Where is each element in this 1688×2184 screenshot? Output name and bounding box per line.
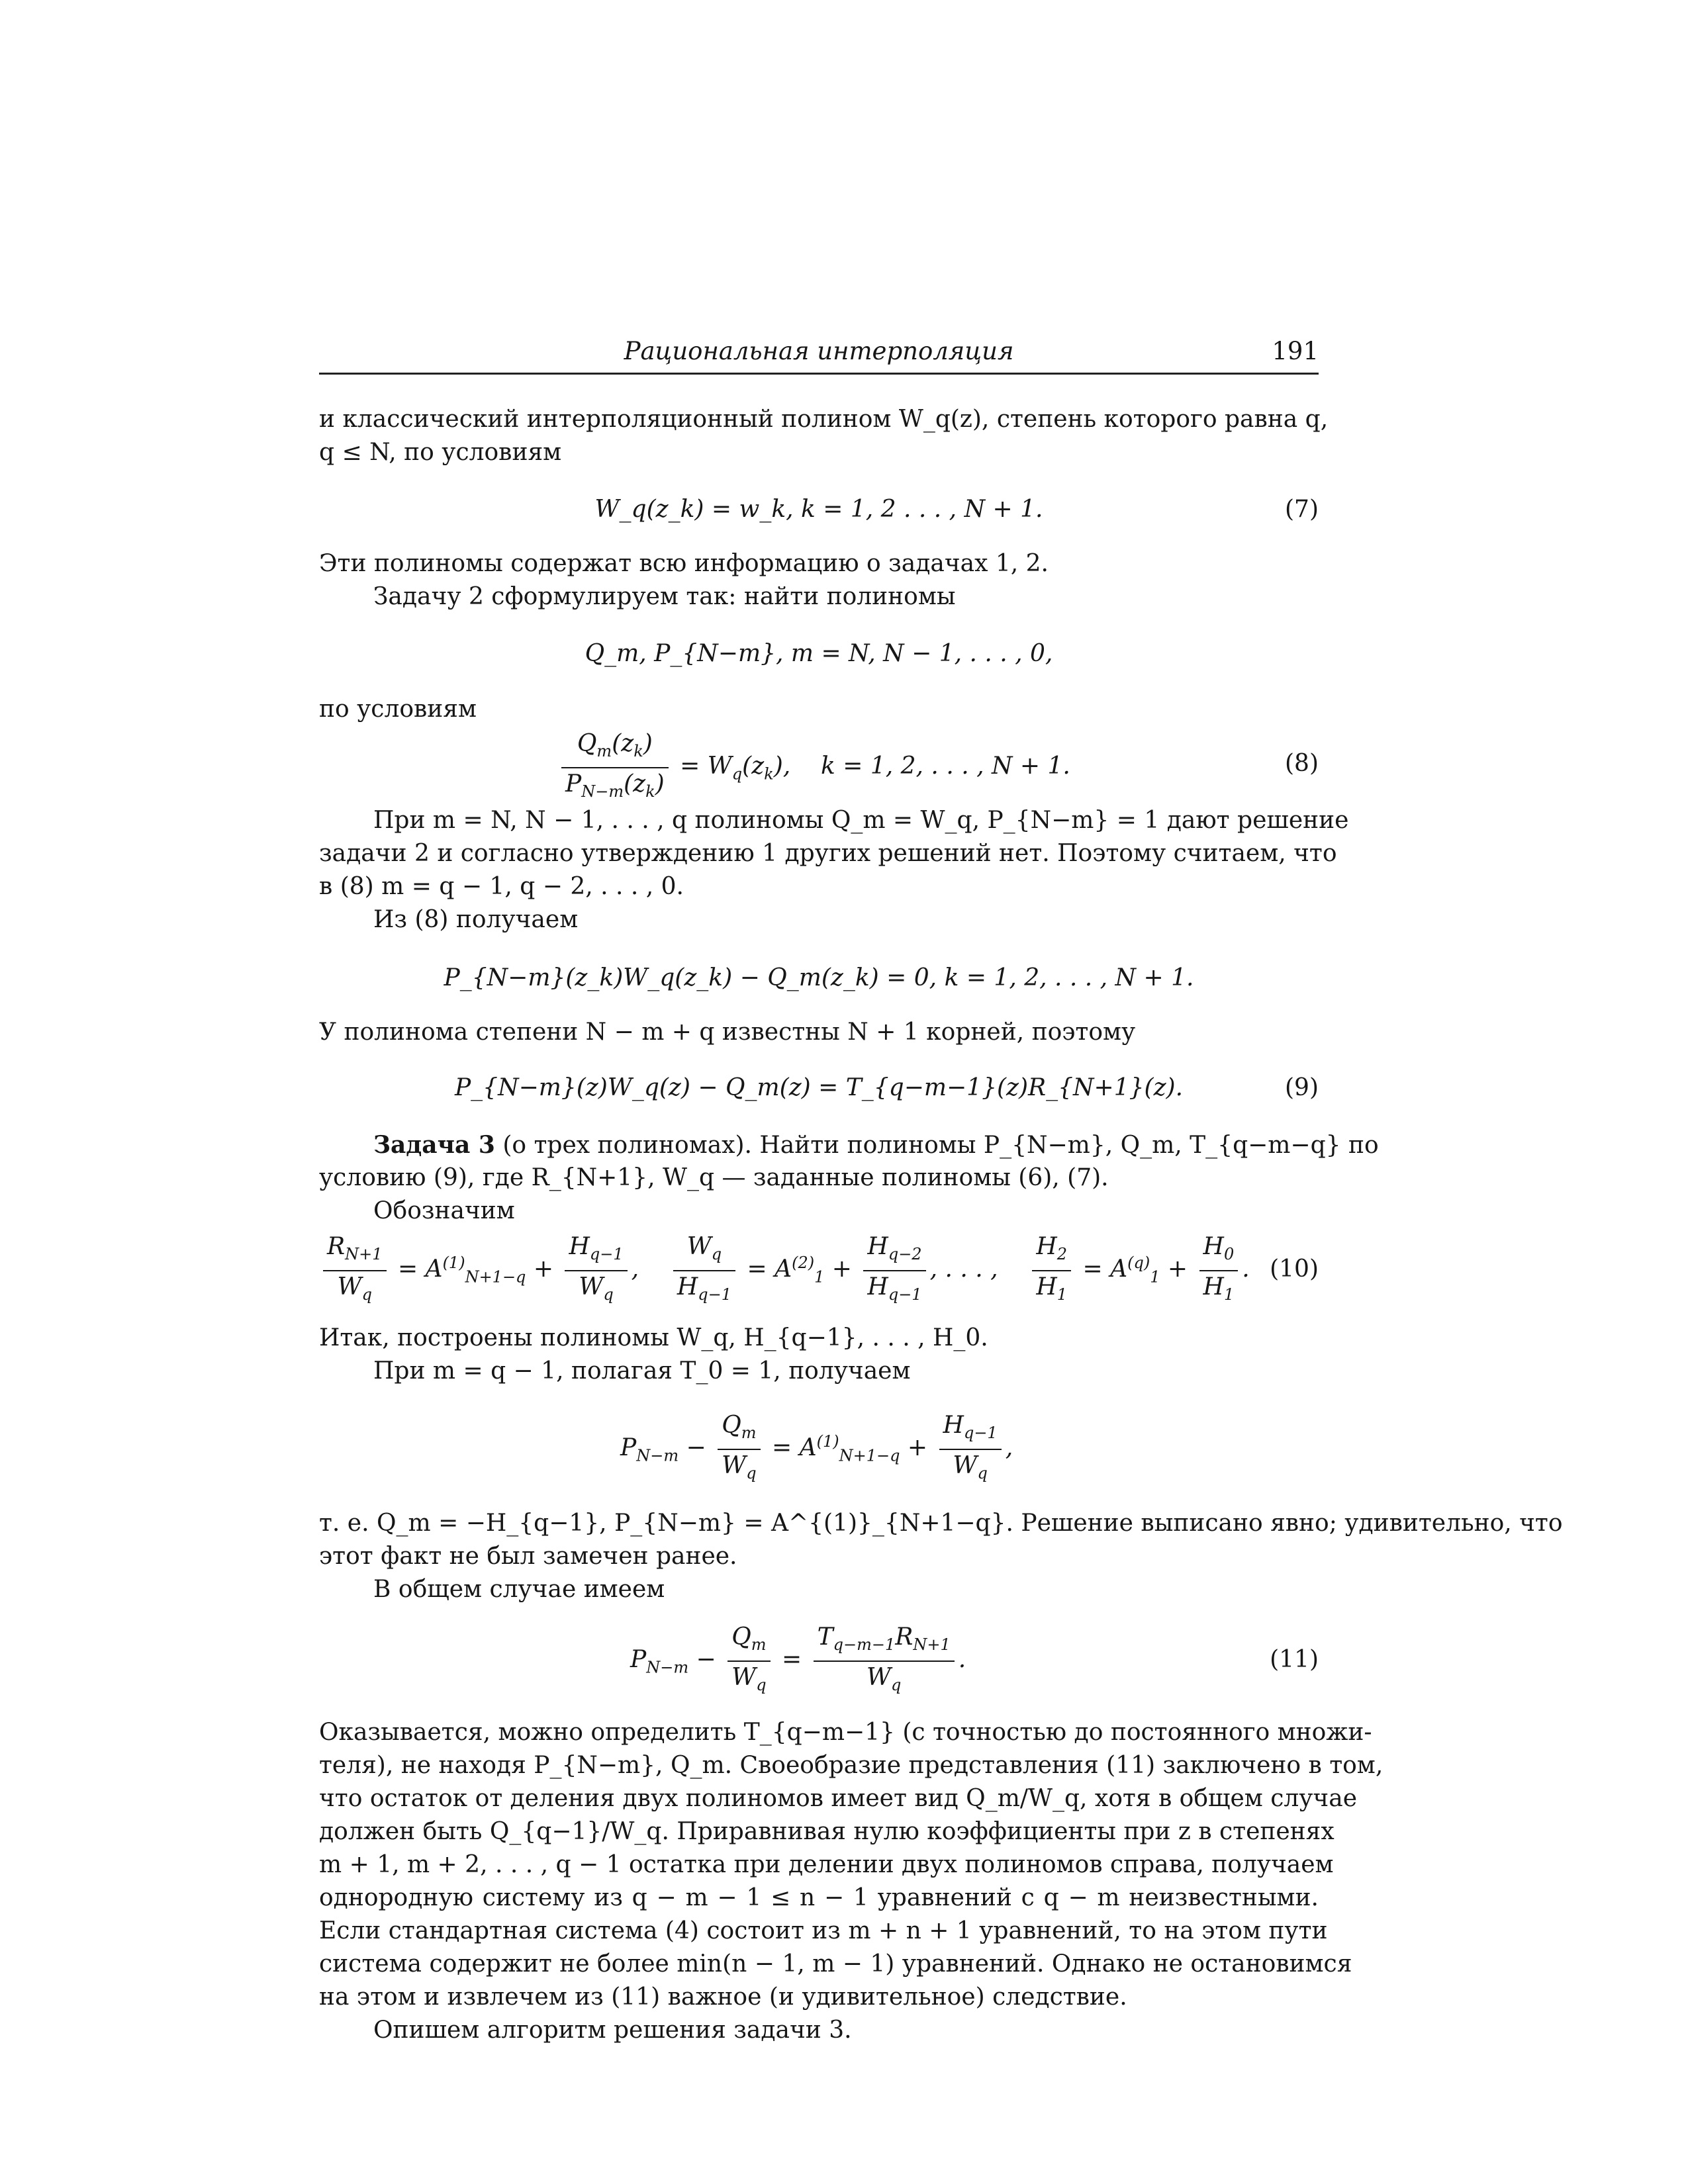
- text-line: Эти полиномы содержат всю информацию о задачах 1, 2.: [319, 550, 1049, 577]
- equation-10: [319, 1231, 1319, 1310]
- equation-7: [319, 490, 1319, 529]
- text-line: При m = q − 1, полагая T_0 = 1, получаем: [373, 1357, 911, 1385]
- text-line: Оказывается, можно определить T_{q−m−1} (с точностью до постоянного множи-: [319, 1719, 1372, 1746]
- text-line: Итак, построены полиномы W_q, H_{q−1}, . . . , H_0.: [319, 1324, 988, 1351]
- text-line: задачи 2 и согласно утверждению 1 других решений нет. Поэтому считаем, что: [319, 840, 1337, 867]
- text-line: Обозначим: [373, 1197, 515, 1224]
- fraction: $\frac{H_0}{H_1}$: [1199, 1231, 1239, 1310]
- fraction: $\frac{Q_m(z_k)}{P_{N-m}(z_k)}$: [561, 728, 669, 807]
- text-line: m + 1, m + 2, . . . , q − 1 остатка при делении двух полиномов справа, получаем: [319, 1851, 1334, 1878]
- text-line: этот факт не был замечен ранее.: [319, 1543, 737, 1570]
- equation-number: (9): [1285, 1074, 1319, 1101]
- text-line: Из (8) получаем: [373, 906, 579, 933]
- fraction: $\frac{H_2}{H_1}$: [1032, 1231, 1071, 1310]
- equation-pq: [319, 1410, 1319, 1489]
- text-line: должен быть Q_{q−1}/W_q. Приравнивая нулю коэффициенты при z в степенях: [319, 1818, 1335, 1845]
- page-number: 191: [1272, 337, 1319, 365]
- equation-number: (11): [1270, 1646, 1319, 1673]
- fraction: $\frac{Q_m}{W_q}$: [727, 1621, 770, 1701]
- equation-body: P_{N−m}(z_k)W_q(z_k) − Q_m(z_k) = 0, k = 1, 2, . . . , N + 1.: [444, 964, 1194, 991]
- equation-9: [319, 1068, 1319, 1108]
- text-line: и классический интерполяционный полином W_q(z), степень которого равна q,: [319, 406, 1329, 433]
- text-line: условию (9), где R_{N+1}, W_q — заданные полиномы (6), (7).: [319, 1164, 1109, 1191]
- text-line: теля), не находя P_{N−m}, Q_m. Своеобразие представления (11) заключено в том,: [319, 1752, 1383, 1779]
- text-line: Задачу 2 сформулируем так: найти полиномы: [373, 583, 956, 610]
- equation-body: $P_{N-m}$ − $\frac{Q_m}{W_q}$ = $A^{(1)}_{N+1-q}$ + $\frac{H_{q-1}}{W_q}$ ,: [620, 1410, 1013, 1489]
- equation-8: [319, 728, 1319, 801]
- equation-number: (7): [1285, 496, 1319, 523]
- fraction: $\frac{H_{q-1}}{W_q}$: [565, 1231, 627, 1310]
- text-line: на этом и извлечем из (11) важное (и удивительное) следствие.: [319, 1983, 1127, 2011]
- text-line: т. е. Q_m = −H_{q−1}, P_{N−m} = A^{(1)}_{N+1−q}. Решение выписано явно; удивительно, что: [319, 1510, 1563, 1537]
- fraction: $\frac{W_q}{H_{q-1}}$: [673, 1231, 735, 1310]
- text-line: что остаток от деления двух полиномов имеет вид Q_m/W_q, хотя в общем случае: [319, 1785, 1358, 1812]
- equation-p: [319, 958, 1319, 998]
- text-line: У полинома степени N − m + q известны N + 1 корней, поэтому: [319, 1019, 1136, 1046]
- equation-body: P_{N−m}(z)W_q(z) − Q_m(z) = T_{q−m−1}(z)R_{N+1}(z).: [454, 1074, 1184, 1101]
- equation-body: $\frac{R_{N+1}}{W_q}$ = $A^{(1)}_{N+1-q}$ + $\frac{H_{q-1}}{W_q}$ , $\frac{W_q}{H_{q-1}}$ = $A^{(2)}_1$ + $\frac{H_{q-2}}{H_{q-1}}$ , . . . , $\frac{H_2}{H_1}$ = $A^{(q)}_1$ + $\frac{H_0}{H_1}$ .: [319, 1231, 1250, 1310]
- running-title: Рациональная интерполяция: [624, 337, 1014, 365]
- text-line: q ≤ N, по условиям: [319, 439, 562, 466]
- text-line: Опишем алгоритм решения задачи 3.: [373, 2017, 852, 2044]
- equation-11: [319, 1621, 1319, 1701]
- text-line: система содержит не более min(n − 1, m − 1) уравнений. Однако не остановимся: [319, 1950, 1352, 1978]
- text-line: однородную систему из q − m − 1 ≤ n − 1 уравнений с q − m неизвестными.: [319, 1884, 1319, 1911]
- fraction: $\frac{T_{q-m-1}R_{N+1}}{W_q}$: [814, 1621, 955, 1701]
- fraction: $\frac{R_{N+1}}{W_q}$: [323, 1231, 387, 1310]
- equation-qp: [319, 634, 1319, 674]
- text-line: [319, 1129, 1379, 1161]
- equation-body: Q_m, P_{N−m}, m = N, N − 1, . . . , 0,: [585, 640, 1053, 667]
- text-line: При m = N, N − 1, . . . , q полиномы Q_m = W_q, P_{N−m} = 1 дают решение: [373, 807, 1349, 834]
- fraction: $\frac{Q_m}{W_q}$: [718, 1410, 760, 1489]
- task-label: Задача 3: [373, 1131, 495, 1159]
- equation-body: $\frac{Q_m(z_k)}{P_{N-m}(z_k)}$ = $W_q(z_k)$, k = 1, 2, . . . , N + 1.: [557, 728, 1070, 807]
- text-line: Если стандартная система (4) состоит из m + n + 1 уравнений, то на этом пути: [319, 1917, 1328, 1944]
- text-line: в (8) m = q − 1, q − 2, . . . , 0.: [319, 873, 684, 900]
- equation-body: W_q(z_k) = w_k, k = 1, 2 . . . , N + 1.: [594, 496, 1043, 523]
- equation-body: $P_{N-m}$ − $\frac{Q_m}{W_q}$ = $\frac{T_{q-m-1}R_{N+1}}{W_q}$ .: [630, 1621, 966, 1701]
- fraction: $\frac{H_{q-2}}{H_{q-1}}$: [863, 1231, 925, 1310]
- fraction: $\frac{H_{q-1}}{W_q}$: [939, 1410, 1002, 1489]
- text-line: по условиям: [319, 696, 477, 723]
- task-text: (о трех полиномах). Найти полиномы P_{N−m}, Q_m, T_{q−m−q} по: [494, 1132, 1379, 1159]
- equation-number: (8): [1285, 750, 1319, 777]
- text-line: В общем случае имеем: [373, 1576, 665, 1603]
- equation-number: (10): [1270, 1255, 1319, 1283]
- running-head: [319, 333, 1319, 375]
